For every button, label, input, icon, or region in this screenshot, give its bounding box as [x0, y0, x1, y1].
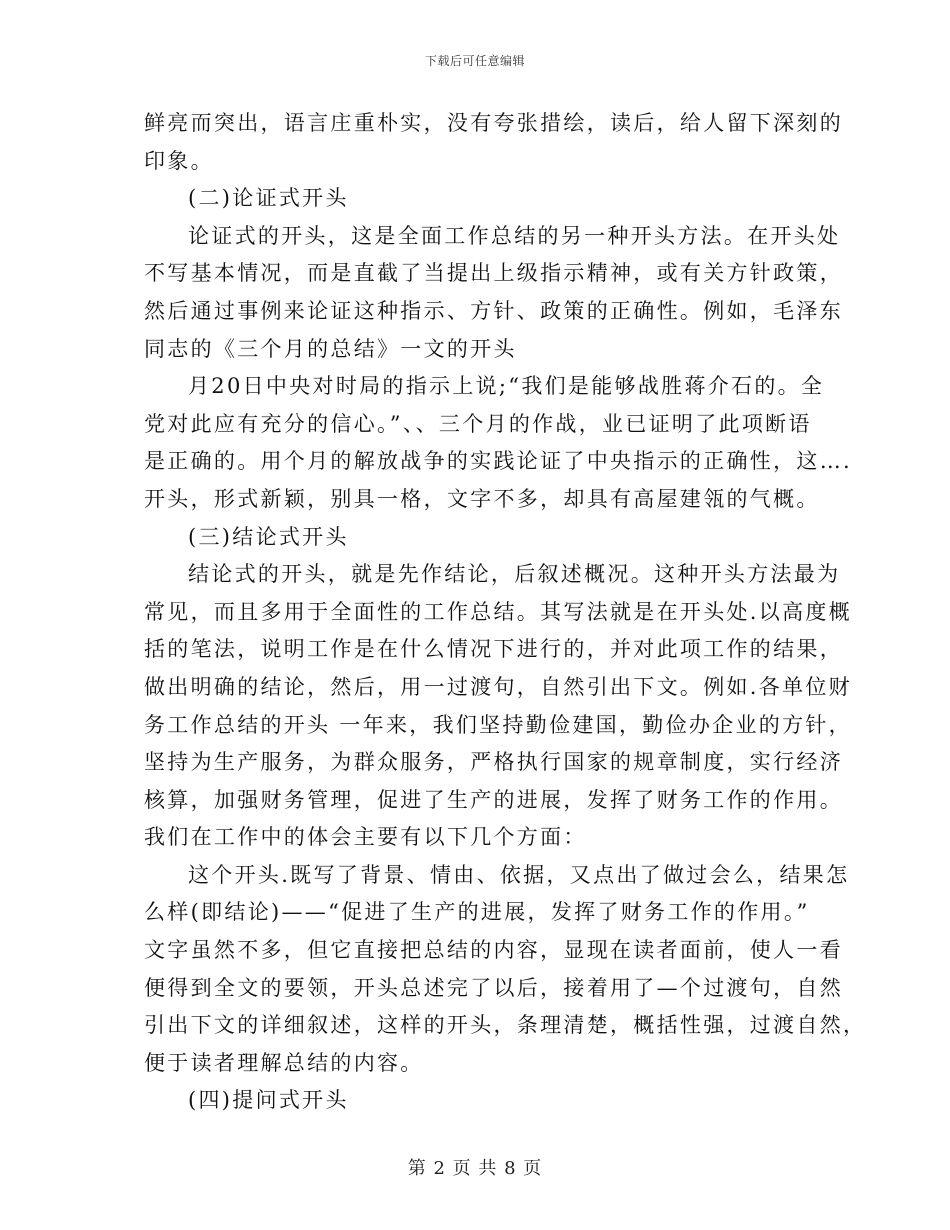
page-header: 下载后可任意编辑: [424, 54, 525, 68]
text-line: 么样(即结论)——“促进了生产的进展，发挥了财务工作的作用。”: [144, 900, 810, 925]
section-heading: (四)提问式开头: [188, 1088, 349, 1113]
text-line: 引出下文的详细叙述，这样的开头，条理清楚，概括性强，过渡自然，: [144, 1013, 867, 1038]
text-line: 然后通过事例来论证这种指示、方针、政策的正确性。例如，毛泽东: [144, 298, 843, 323]
text-line: 做出明确的结论，然后，用一过渡句，自然引出下文。例如.各单位财: [144, 674, 852, 699]
text-line: 常见，而且多用于全面性的工作总结。其写法就是在开头处.以高度概: [144, 599, 852, 624]
document-body: [144, 105, 867, 1120]
text-line: 便得到全文的要领，开头总述完了以后，接着用了—个过渡句，自然: [144, 975, 843, 1000]
section-heading: (三)结论式开头: [188, 524, 349, 549]
text-line: 务工作总结的开头 一年来，我们坚持勤俭建国，勤俭办企业的方针，: [144, 712, 852, 737]
text-line: 党对此应有充分的信心。”、、三个月的作战，业已证明了此项断语: [144, 411, 812, 436]
text-line: 同志的《三个月的总结》一文的开头: [144, 336, 517, 361]
text-line: 鲜亮而突出，语言庄重朴实，没有夸张措绘，读后，给人留下深刻的: [144, 111, 843, 135]
text-line: 月20日中央对时局的指示上说;“我们是能够战胜蒋介石的。全: [188, 374, 825, 399]
text-line: 文字虽然不多，但它直接把总结的内容，显现在读者面前，使人一看: [144, 938, 843, 963]
text-line: 论证式的开头，这是全面工作总结的另一种开头方法。在开头处: [188, 223, 841, 248]
text-line: 核算，加强财务管理，促进了生产的进展，发挥了财务工作的作用。: [144, 787, 843, 812]
section-heading: (二)论证式开头: [188, 186, 349, 211]
text-line: 括的笔法，说明工作是在什么情况下进行的，并对此项工作的结果，: [144, 637, 843, 662]
text-line: 坚持为生产服务，为群众服务，严格执行国家的规章制度，实行经济: [144, 750, 843, 775]
text-line: 这个开头.既写了背景、情由、依据，又点出了做过会么，结果怎: [188, 862, 850, 887]
text-line: 是正确的。用个月的解放战争的实践论证了中央指示的正确性，这….: [144, 449, 852, 474]
text-line: 结论式的开头，就是先作结论，后叙述概况。这种开头方法最为: [188, 562, 841, 587]
text-line: 印象。: [144, 148, 214, 173]
text-line: 开头，形式新颖，别具一格，文字不多，却具有高屋建瓴的气概。: [144, 486, 820, 511]
text-line: 便于读者理解总结的内容。: [144, 1050, 424, 1075]
text-line: 我们在工作中的体会主要有以下几个方面：: [144, 825, 587, 850]
text-line: 不写基本情况，而是直截了当提出上级指示精神，或有关方针政策，: [144, 261, 843, 286]
page-number-footer: 第 2 页 共 8 页: [407, 1158, 543, 1179]
